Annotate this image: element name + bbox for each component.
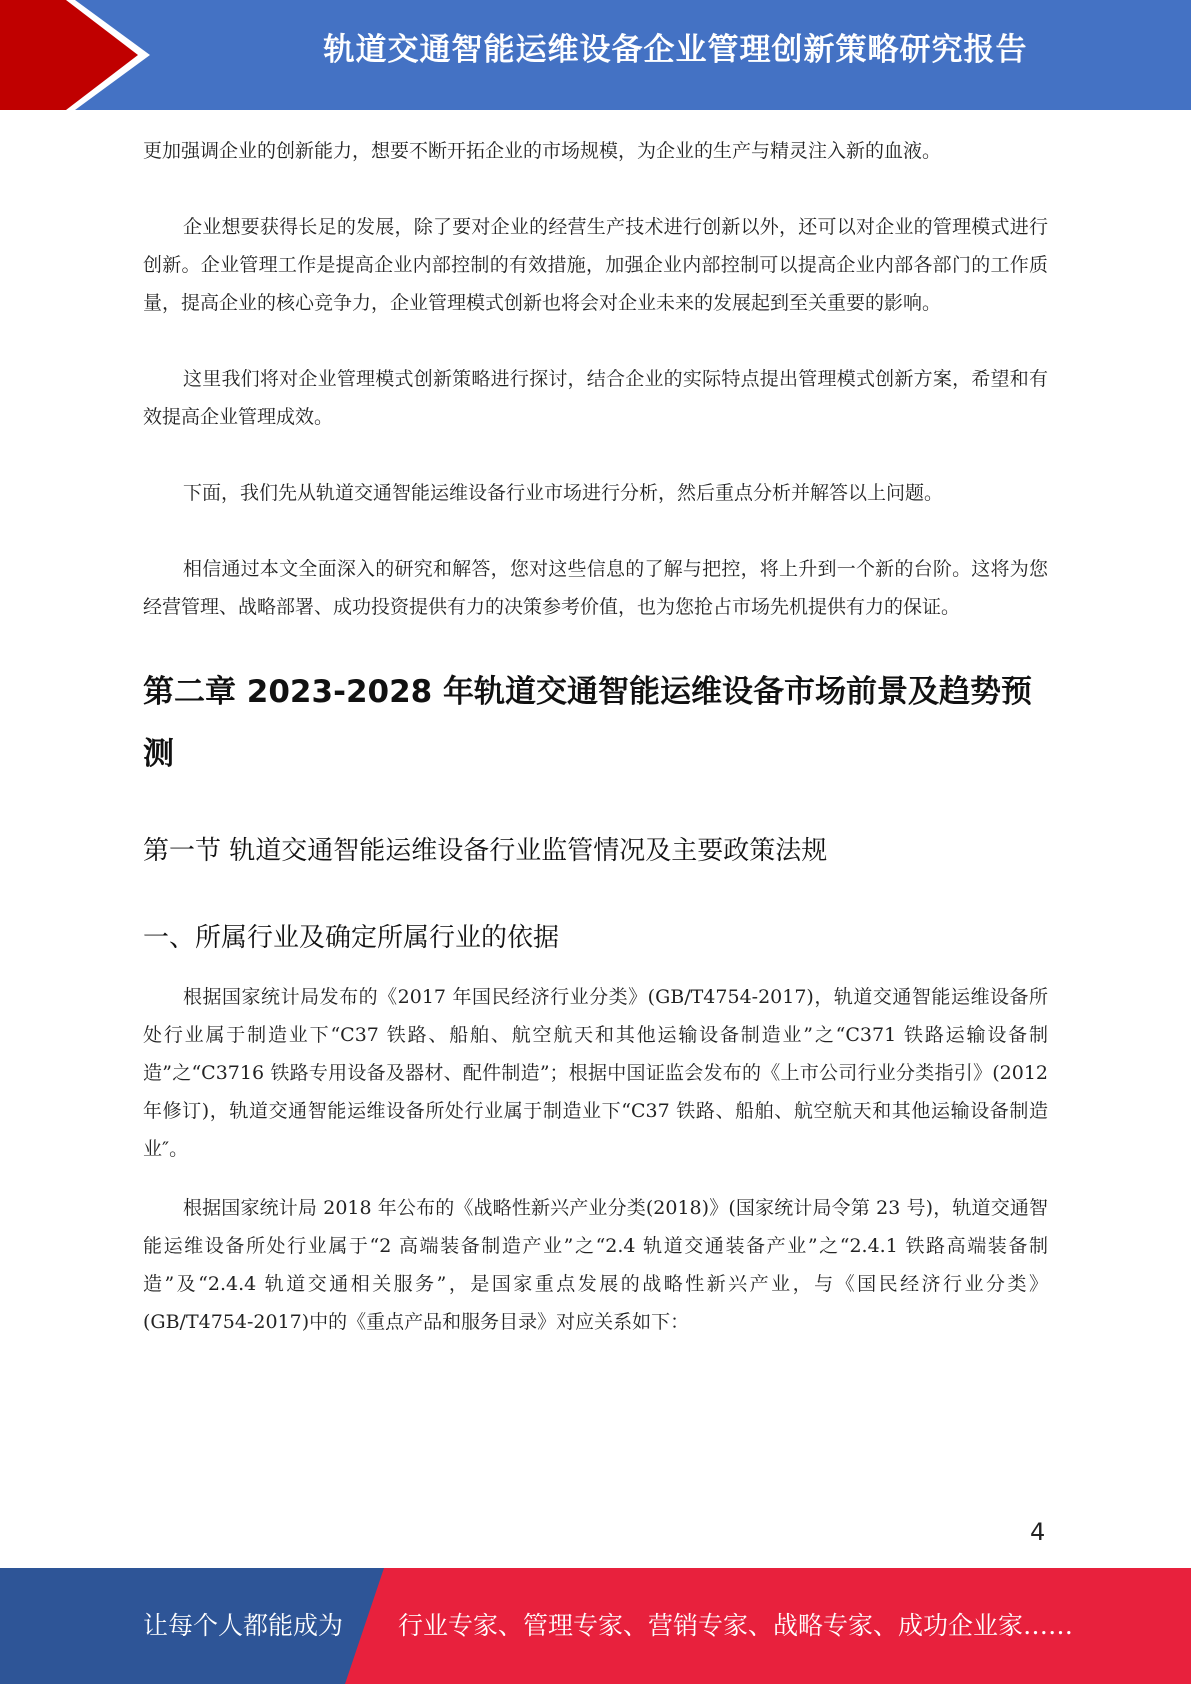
- footer-slogan-left: 让每个人都能成为: [143, 1611, 344, 1640]
- body-paragraph: 根据国家统计局 2018 年公布的《战略性新兴产业分类(2018)》(国家统计局令第 23 号)，轨道交通智能运维设备所处行业属于“2 高端装备制造产业”之“2.4 轨道交通装备产业”之“2.4.1 铁路高端装备制造”及“2.4.4 轨道交通相关服务”，是国家重点发展的战略性新兴产业，与《国民经济行业分类》(GB/T4754-2017)中的《重点产品和服务目录》对应关系如下：: [143, 1197, 1048, 1333]
- body-paragraph: 这里我们将对企业管理模式创新策略进行探讨，结合企业的实际特点提出管理模式创新方案，希望和有效提高企业管理成效。: [143, 368, 1048, 428]
- body-paragraph: 根据国家统计局发布的《2017 年国民经济行业分类》(GB/T4754-2017)，轨道交通智能运维设备所处行业属于制造业下“C37 铁路、船舶、航空航天和其他运输设备制造业”之“C371 铁路运输设备制造”之“C3716 铁路专用设备及器材、配件制造”；根据中国证监会发布的《上市公司行业分类指引》(2012 年修订)，轨道交通智能运维设备所处行业属于制造业下“C37 铁路、船舶、航空航天和其他运输设备制造业″。: [143, 986, 1048, 1160]
- body-paragraph: 企业想要获得长足的发展，除了要对企业的经营生产技术进行创新以外，还可以对企业的管理模式进行创新。企业管理工作是提高企业内部控制的有效措施，加强企业内部控制可以提高企业内部各部门的工作质量，提高企业的核心竞争力，企业管理模式创新也将会对企业未来的发展起到至关重要的影响。: [143, 216, 1048, 314]
- body-paragraph: 相信通过本文全面深入的研究和解答，您对这些信息的了解与把控，将上升到一个新的台阶。这将为您经营管理、战略部署、成功投资提供有力的决策参考价值，也为您抢占市场先机提供有力的保证。: [143, 558, 1048, 618]
- body-paragraph: 下面，我们先从轨道交通智能运维设备行业市场进行分析，然后重点分析并解答以上问题。: [183, 482, 944, 504]
- section-heading: 第一节 轨道交通智能运维设备行业监管情况及主要政策法规: [143, 836, 828, 866]
- page-header: [0, 0, 1191, 110]
- report-title: 轨道交通智能运维设备企业管理创新策略研究报告: [323, 32, 1028, 68]
- subsection-heading: 一、所属行业及确定所属行业的依据: [143, 923, 560, 953]
- chapter-heading: 第二章 2023-2028 年轨道交通智能运维设备市场前景及趋势预测: [143, 674, 1033, 772]
- footer-slogan-right: 行业专家、管理专家、营销专家、战略专家、成功企业家……: [398, 1611, 1074, 1640]
- document-body: [143, 132, 1048, 1341]
- page-footer: [0, 1568, 1191, 1684]
- page-number: 4: [1030, 1518, 1046, 1546]
- body-paragraph: 更加强调企业的创新能力，想要不断开拓企业的市场规模，为企业的生产与精灵注入新的血液。: [143, 140, 942, 162]
- header-chevron-red: [0, 0, 138, 110]
